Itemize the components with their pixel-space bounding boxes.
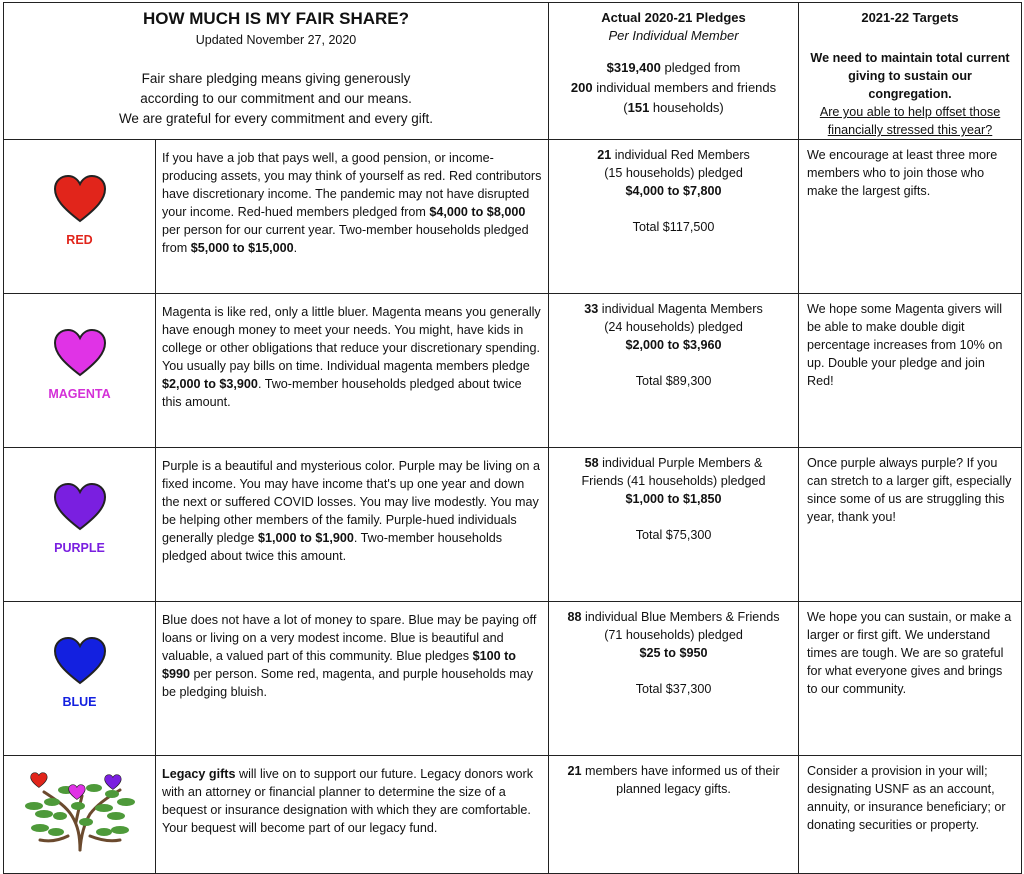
heart-icon xyxy=(53,636,107,686)
tier-pledge-range: $4,000 to $7,800 xyxy=(625,184,722,198)
tier-member-count: 21 xyxy=(597,148,612,162)
intro-line: We are grateful for every commitment and every gift. xyxy=(118,111,434,126)
tier-total: Total $117,500 xyxy=(632,220,715,234)
tier-total: Total $75,300 xyxy=(635,528,712,542)
tier-row-red xyxy=(4,140,1022,294)
amount-range: $100 to $990 xyxy=(162,649,516,681)
legacy-tree-icon xyxy=(20,766,140,852)
header-target-cell xyxy=(799,3,1022,140)
tier-label: PURPLE xyxy=(54,541,105,555)
actual-member-count: 200 xyxy=(570,80,593,95)
legacy-row xyxy=(4,756,1022,874)
intro-text xyxy=(4,69,548,129)
actual-total-amount: $319,400 xyxy=(606,60,661,75)
actual-household-count: 151 xyxy=(627,100,650,115)
tier-actual-cell: 58 individual Purple Members & Friends (41 households) pledged $1,000 to $1,850 Total $75,300 xyxy=(549,448,799,602)
tier-description: Magenta is like red, only a little bluer. Magenta means you generally have enough money to meet your needs. You might, have kids in college or other obligations that reduce your discretionary spending. You usually pay bills on time. Individual magenta members pledge $2,000 to $3,900. Two-member households pledged about twice this amount. xyxy=(156,294,549,448)
header-row xyxy=(4,3,1022,140)
updated-date: Updated November 27, 2020 xyxy=(195,33,357,47)
actual-summary: $319,400 pledged from 200 individual members and friends (151 households) xyxy=(570,60,777,115)
tier-row-magenta xyxy=(4,294,1022,448)
actual-column-subtitle: Per Individual Member xyxy=(608,28,739,43)
tier-target-text: We encourage at least three more members who to join those who make the largest gifts. xyxy=(799,140,1022,294)
amount-range: $2,000 to $3,900 xyxy=(162,377,258,391)
tier-total: Total $89,300 xyxy=(635,374,712,388)
tier-row-blue xyxy=(4,602,1022,756)
amount-range: $5,000 to $15,000 xyxy=(190,241,294,255)
tier-label: BLUE xyxy=(62,695,97,709)
intro-line: according to our commitment and our means. xyxy=(140,91,412,106)
tier-actual-cell: 88 individual Blue Members & Friends (71 households) pledged $25 to $950 Total $37,300 xyxy=(549,602,799,756)
tier-icon-cell xyxy=(4,140,156,294)
heart-icon xyxy=(53,174,107,224)
tier-label: MAGENTA xyxy=(48,387,111,401)
tier-row-purple xyxy=(4,448,1022,602)
legacy-actual-cell: 21 members have informed us of their planned legacy gifts. xyxy=(549,756,799,874)
tier-pledge-range: $2,000 to $3,960 xyxy=(625,338,722,352)
target-column-title: 2021-22 Targets xyxy=(861,10,959,25)
tier-icon-cell xyxy=(4,294,156,448)
actual-column-title: Actual 2020-21 Pledges xyxy=(601,10,746,25)
legacy-title: Legacy gifts xyxy=(162,767,236,781)
tier-actual-cell: 33 individual Magenta Members (24 households) pledged $2,000 to $3,960 Total $89,300 xyxy=(549,294,799,448)
heart-icon xyxy=(53,482,107,532)
tier-description: Purple is a beautiful and mysterious color. Purple may be living on a fixed income. You may have income that's up one year and down the next or suffered COVID losses. You may live modestly. You may be helping other members of the family. Purple-hued individuals generally pledge $1,000 to $1,900. Two-member households pledged about twice this amount. xyxy=(156,448,549,602)
tier-member-count: 88 xyxy=(567,610,582,624)
tier-target-text: We hope some Magenta givers will be able to make double digit percentage increases from 10% on up. Double your pledge and join Red! xyxy=(799,294,1022,448)
intro-line: Fair share pledging means giving generously xyxy=(141,71,411,86)
heart-icon xyxy=(53,328,107,378)
header-intro-cell xyxy=(4,3,549,140)
tier-pledge-range: $1,000 to $1,850 xyxy=(625,492,722,506)
tier-actual-cell: 21 individual Red Members (15 households) pledged $4,000 to $7,800 Total $117,500 xyxy=(549,140,799,294)
target-summary-question: Are you able to help offset those financially stressed this year? xyxy=(819,105,1001,137)
fair-share-table xyxy=(3,2,1022,874)
amount-range: $1,000 to $1,900 xyxy=(257,531,354,545)
tier-icon-cell xyxy=(4,448,156,602)
tier-target-text: We hope you can sustain, or make a larger or first gift. We understand times are tough. We are so grateful for what everyone gives and brings to our community. xyxy=(799,602,1022,756)
tier-label: RED xyxy=(66,233,93,247)
tier-description: If you have a job that pays well, a good pension, or income-producing assets, you may think of yourself as red. Red contributors have discretionary income. The pandemic may not have disrupted your income. Red-hued members pledged from $4,000 to $8,000 per person for our current year. Two-member households pledged from $5,000 to $15,000. xyxy=(156,140,549,294)
tier-member-count: 33 xyxy=(584,302,599,316)
target-summary xyxy=(799,49,1021,139)
tier-member-count: 58 xyxy=(584,456,599,470)
tier-target-text: Once purple always purple? If you can stretch to a larger gift, especially since some of us are struggling this year, thank you! xyxy=(799,448,1022,602)
header-actual-cell xyxy=(549,3,799,140)
tier-icon-cell xyxy=(4,602,156,756)
tier-description: Blue does not have a lot of money to spare. Blue may be paying off loans or living on a very modest income. Blue is beautiful and valuable, a valued part of this community. Blue pledges $100 to $990 per person. Some red, magenta, and purple households may be pledging bluish. xyxy=(156,602,549,756)
legacy-target-text: Consider a provision in your will; designating USNF as an account, annuity, or insurance beneficiary; or donating securities or property. xyxy=(799,756,1022,874)
tier-total: Total $37,300 xyxy=(635,682,712,696)
page-title: HOW MUCH IS MY FAIR SHARE? xyxy=(142,9,410,28)
legacy-member-count: 21 xyxy=(567,764,582,778)
legacy-description: Legacy gifts will live on to support our future. Legacy donors work with an attorney or financial planner to determine the size of a bequest or insurance designation with which they are comfortable. Your bequest will become part of our legacy fund. xyxy=(156,756,549,874)
legacy-icon-cell xyxy=(4,756,156,874)
target-summary-bold: We need to maintain total current giving to sustain our congregation. xyxy=(810,51,1010,101)
tier-pledge-range: $25 to $950 xyxy=(639,646,708,660)
amount-range: $4,000 to $8,000 xyxy=(429,205,526,219)
